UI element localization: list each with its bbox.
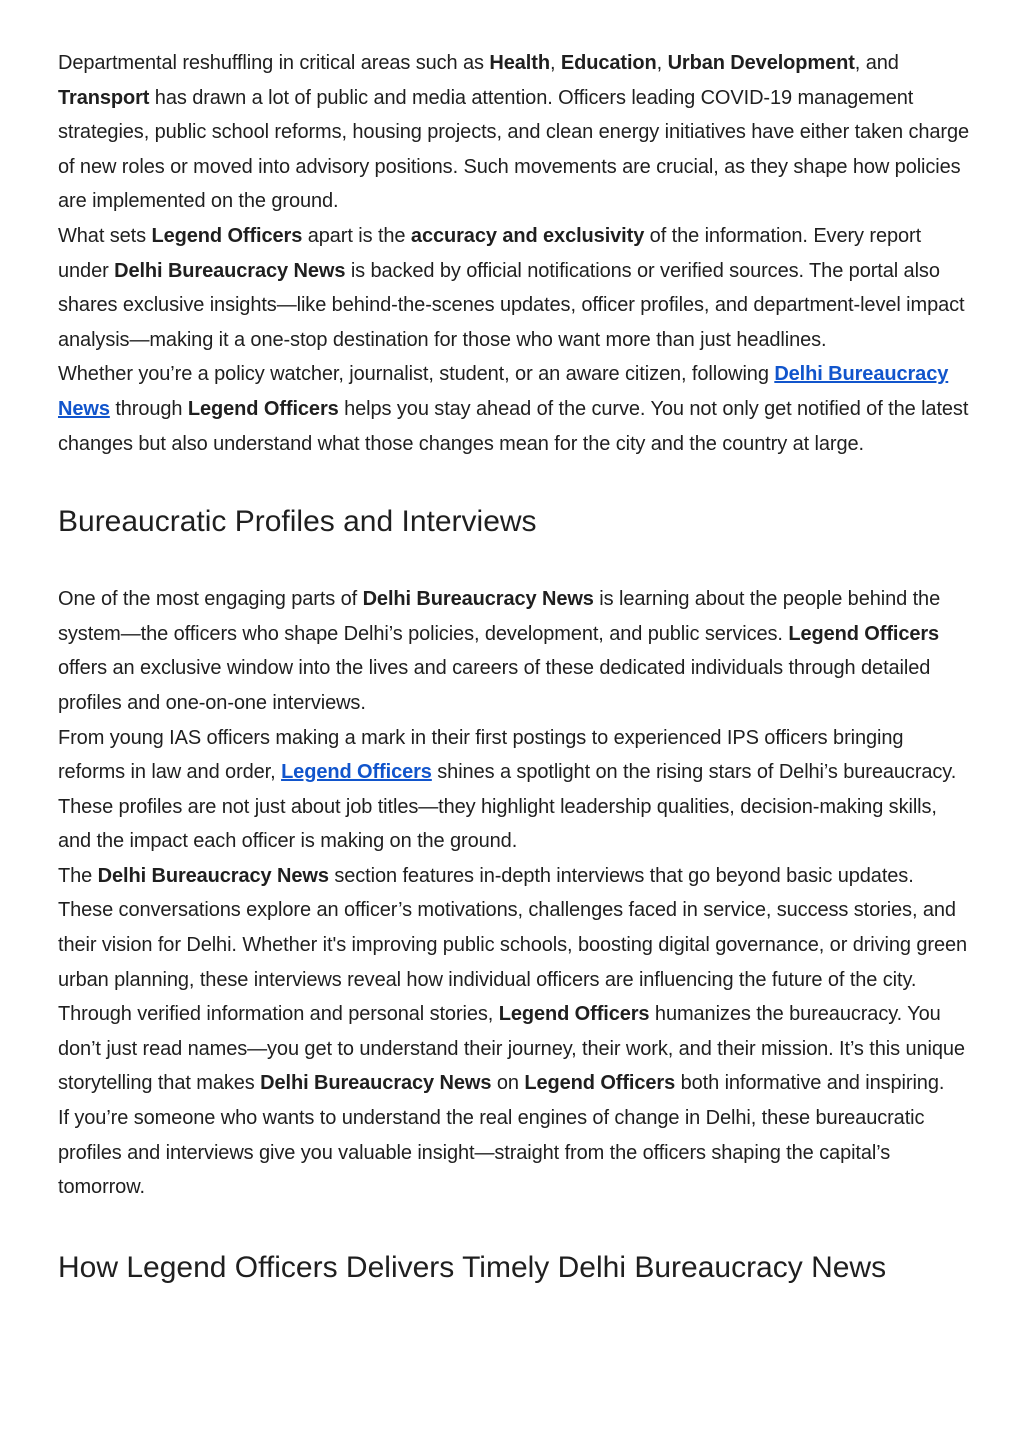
bold-education: Education — [560, 52, 657, 74]
link-delhi-bureaucracy-news[interactable]: Delhi Bureaucracy News — [58, 363, 949, 420]
paragraph-in-depth-interviews: The Delhi Bureaucracy News section features in-depth interviews that go beyond basic updates. These conversations explore an officer’s motivations, challenges faced in service, success stories, and their vision for Delhi. Whether it's improving public schools, boosting digital governance, or driving green urban planning, these interviews reveal how individual officers are influencing the future of the city. — [58, 864, 968, 991]
paragraph-real-engines: If you’re someone who wants to understand the real engines of change in Delhi, these bureaucratic profiles and interviews give you valuable insight—straight from the officers shaping the capital’s tomorrow. — [58, 1107, 925, 1199]
bold-accuracy-exclusivity: accuracy and exclusivity — [410, 224, 645, 247]
bold-delhi-bureaucracy-news: Delhi Bureaucracy News — [362, 588, 594, 611]
bold-delhi-bureaucracy-news: Delhi Bureaucracy News — [114, 259, 346, 282]
article-body — [58, 46, 970, 1286]
bold-legend-officers: Legend Officers — [524, 1072, 676, 1095]
paragraph-whether-you-are: Whether you’re a policy watcher, journalist, student, or an aware citizen, following Delhi Bureaucracy News through Legend Officers helps you stay ahead of the curve. You not only get notified of the latest changes but also understand what those changes mean for the city and the country at large. — [58, 363, 969, 455]
bold-delhi-bureaucracy-news: Delhi Bureaucracy News — [97, 864, 329, 887]
bold-legend-officers: Legend Officers — [187, 397, 339, 420]
bold-delhi-bureaucracy-news: Delhi Bureaucracy News — [260, 1072, 492, 1095]
bold-legend-officers: Legend Officers — [151, 224, 303, 247]
paragraph-most-engaging: One of the most engaging parts of Delhi Bureaucracy News is learning about the people behind the system—the officers who shape Delhi’s policies, development, and public services. Legend Officers offers an exclusive window into the lives and careers of these dedicated individuals through detailed profiles and one-on-one interviews. — [58, 588, 941, 714]
paragraph-what-sets-apart: What sets Legend Officers apart is the accuracy and exclusivity of the information. Every report under Delhi Bureaucracy News is backed by official notifications or verified sources. The portal also shares exclusive insights—like behind-the-scenes updates, officer profiles, and department-level impact analysis—making it a one-stop destination for those who want more than just headlines. — [58, 224, 965, 351]
bold-legend-officers: Legend Officers — [788, 622, 940, 645]
paragraph-reshuffling: Departmental reshuffling in critical areas such as Health, Education, Urban Development, and Transport has drawn a lot of public and media attention. Officers leading COVID-19 management strategies, public school reforms, housing projects, and clean energy initiatives have either taken charge of new roles or moved into advisory positions. Such movements are crucial, as they shape how policies are implemented on the ground. — [58, 52, 970, 213]
paragraph-young-ias-officers: From young IAS officers making a mark in their first postings to experienced IPS officers bringing reforms in law and order, Legend Officers shines a spotlight on the rising stars of Delhi’s bureaucracy. These profiles are not just about job titles—they highlight leadership qualities, decision-making skills, and the impact each officer is making on the ground. — [58, 726, 957, 853]
heading-profiles-interviews: Bureaucratic Profiles and Interviews — [58, 505, 537, 539]
paragraph-verified-information: Through verified information and personal stories, Legend Officers humanizes the bureaucracy. You don’t just read names—you get to understand their journey, their work, and their mission. It’s this unique storytelling that makes Delhi Bureaucracy News on Legend Officers both informative and inspiring. — [58, 1003, 965, 1095]
bold-transport: Transport — [58, 86, 150, 109]
bold-legend-officers: Legend Officers — [498, 1003, 650, 1026]
link-legend-officers[interactable]: Legend Officers — [281, 761, 432, 784]
heading-how-legend-officers-delivers: How Legend Officers Delivers Timely Delhi Bureaucracy News — [58, 1250, 887, 1284]
bold-health: Health — [489, 52, 550, 74]
bold-urban-development: Urban Development — [667, 52, 855, 74]
